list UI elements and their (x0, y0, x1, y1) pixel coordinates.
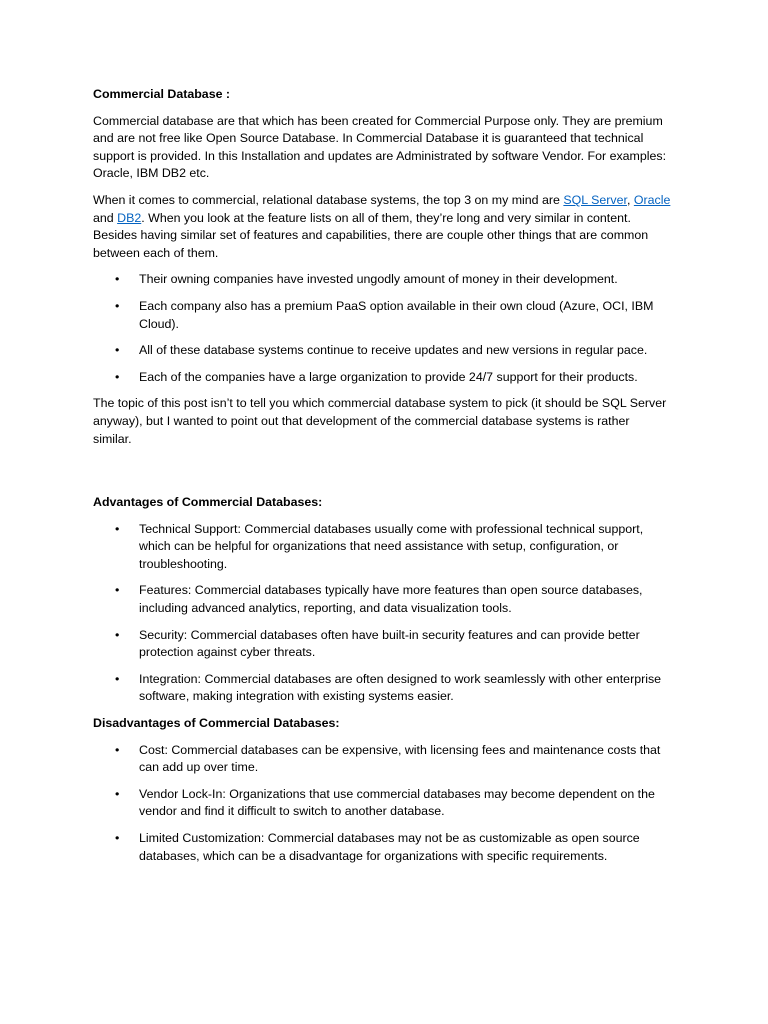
intro-paragraph: Commercial database are that which has been created for Commercial Purpose only. They are premium and are not free like Open Source Database. In Commercial Database it is guaranteed that technical support is provided. In this Installation and updates are Administrated by software Vendor. For examples: Oracle, IBM DB2 etc. (93, 113, 667, 181)
advantages-heading: Advantages of Commercial Databases: (93, 495, 323, 510)
bullet-icon: • (115, 272, 120, 287)
list-item (93, 627, 671, 662)
bullet-icon: • (115, 742, 120, 757)
bullet-icon: • (115, 298, 120, 313)
disadvantages-heading: Disadvantages of Commercial Databases: (93, 716, 340, 731)
list-item-text: Their owning companies have invested ungodly amount of money in their development. (139, 272, 618, 287)
para2-separator-1: , (626, 192, 634, 207)
list-item-text: Technical Support: Commercial databases usually come with professional technical support, which can be helpful for organizations that need assistance with setup, configuration, or troubleshooting. (139, 521, 644, 571)
para2-text-end: . When you look at the feature lists on all of them, they’re long and very similar in content. Besides having similar set of features and capabilities, there are couple other things that are common between each of them. (93, 210, 649, 260)
list-item-text: Integration: Commercial databases are often designed to work seamlessly with other enterprise software, making integration with existing systems easier. (139, 671, 662, 704)
list-item (93, 582, 671, 617)
common-traits-list (93, 271, 671, 386)
list-item (93, 786, 671, 821)
bullet-icon: • (115, 521, 120, 536)
list-item (93, 342, 671, 360)
oracle-link[interactable]: Oracle (633, 192, 671, 207)
db2-link[interactable]: DB2 (117, 210, 142, 225)
bullet-icon: • (115, 583, 120, 598)
list-item-text: Vendor Lock-In: Organizations that use commercial databases may become dependent on the vendor and find it difficult to switch to another database. (139, 786, 655, 819)
list-item (93, 298, 671, 333)
list-item (93, 369, 671, 387)
list-item (93, 830, 671, 865)
comparison-paragraph (93, 192, 671, 262)
list-item (93, 521, 671, 574)
sql-server-link[interactable]: SQL Server (563, 192, 627, 207)
list-item-text: Features: Commercial databases typically have more features than open source databases, including advanced analytics, reporting, and data visualization tools. (139, 583, 643, 616)
advantages-list (93, 521, 671, 706)
bullet-icon: • (115, 343, 120, 358)
list-item-text: Each company also has a premium PaaS option available in their own cloud (Azure, OCI, IBM Cloud). (139, 298, 654, 331)
conclusion-paragraph: The topic of this post isn’t to tell you which commercial database system to pick (it should be SQL Server anyway), but I wanted to point out that development of the commercial database systems is rather similar. (93, 396, 667, 446)
list-item (93, 671, 671, 706)
list-item-text: Each of the companies have a large organization to provide 24/7 support for their products. (139, 369, 638, 384)
list-item (93, 271, 671, 289)
bullet-icon: • (115, 369, 120, 384)
document-page (93, 86, 671, 874)
list-item-text: Cost: Commercial databases can be expensive, with licensing fees and maintenance costs that can add up over time. (139, 742, 661, 775)
bullet-icon: • (115, 786, 120, 801)
para2-text-start: When it comes to commercial, relational database systems, the top 3 on my mind are (93, 192, 564, 207)
page-title: Commercial Database : (93, 87, 231, 101)
list-item-text: Security: Commercial databases often have built-in security features and can provide better protection against cyber threats. (139, 627, 640, 660)
bullet-icon: • (115, 671, 120, 686)
list-item-text: All of these database systems continue to receive updates and new versions in regular pace. (139, 343, 648, 358)
list-item (93, 742, 671, 777)
disadvantages-list (93, 742, 671, 866)
bullet-icon: • (115, 831, 120, 845)
para2-separator-2: and (93, 210, 118, 225)
bullet-icon: • (115, 627, 120, 642)
list-item-text: Limited Customization: Commercial databases may not be as customizable as open source databases, which can be a disadvantage for organizations with specific requirements. (139, 831, 640, 863)
